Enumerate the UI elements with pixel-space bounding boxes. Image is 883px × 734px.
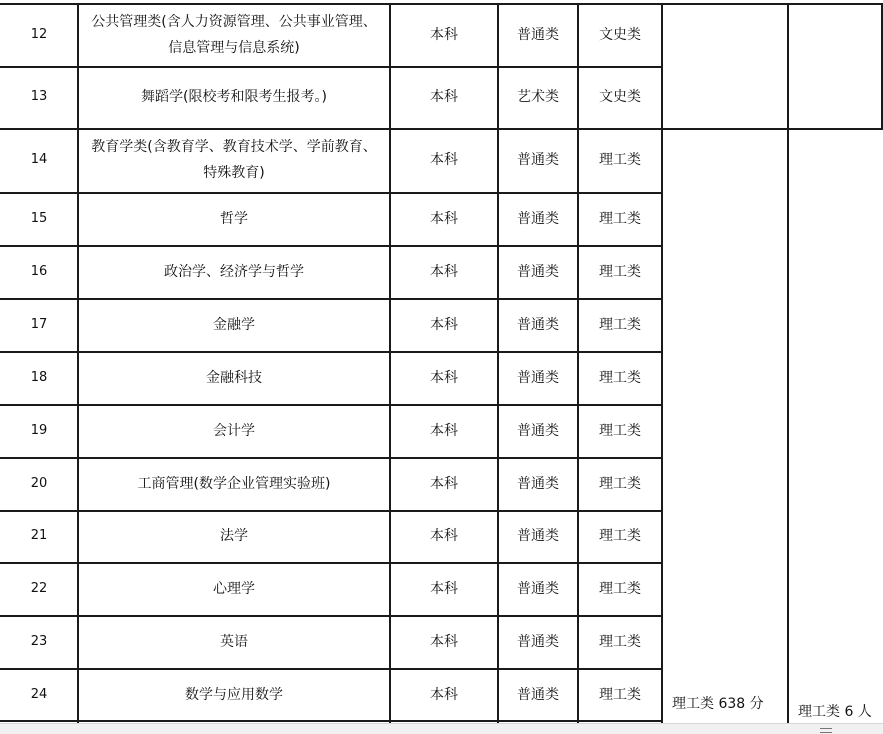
row-24-no: 24 bbox=[30, 686, 48, 702]
horizontal-scrollbar[interactable] bbox=[0, 723, 883, 734]
row-24-category: 理工类 bbox=[599, 686, 641, 703]
row-22-category: 理工类 bbox=[599, 580, 641, 597]
row-17-level: 本科 bbox=[430, 316, 458, 333]
row-15-type: 普通类 bbox=[517, 210, 559, 227]
row-20-no: 20 bbox=[30, 475, 48, 491]
row-13-no: 13 bbox=[30, 89, 48, 104]
row-12-no: 12 bbox=[30, 27, 48, 42]
row-12-category: 文史类 bbox=[599, 27, 641, 43]
row-16-category: 理工类 bbox=[599, 263, 641, 280]
row-17-no: 17 bbox=[30, 316, 48, 332]
row-14-name: 教育学类(含教育学、教育技术学、学前教育、特殊教育) bbox=[91, 139, 377, 181]
row-19-category: 理工类 bbox=[599, 422, 641, 439]
grid-hline bbox=[0, 298, 662, 300]
row-18-level: 本科 bbox=[430, 369, 458, 386]
row-12-type: 普通类 bbox=[517, 27, 559, 43]
row-24-type: 普通类 bbox=[517, 686, 559, 703]
row-15-no: 15 bbox=[30, 210, 48, 226]
row-23-level: 本科 bbox=[430, 633, 458, 650]
row-15-category: 理工类 bbox=[599, 210, 641, 227]
row-13-category: 文史类 bbox=[599, 89, 641, 105]
row-15-name: 哲学 bbox=[220, 210, 248, 227]
row-21-category: 理工类 bbox=[599, 528, 641, 544]
row-22-level: 本科 bbox=[430, 580, 458, 597]
row-23-name: 英语 bbox=[220, 633, 248, 650]
row-18-no: 18 bbox=[30, 369, 48, 385]
grid-hline bbox=[0, 720, 662, 722]
row-23-no: 23 bbox=[30, 633, 48, 649]
row-12-name: 公共管理类(含人力资源管理、公共事业管理、信息管理与信息系统) bbox=[91, 14, 377, 56]
row-18-name: 金融科技 bbox=[206, 369, 262, 386]
grid-hline bbox=[0, 3, 883, 5]
row-19-level: 本科 bbox=[430, 422, 458, 439]
row-24-name: 数学与应用数学 bbox=[185, 686, 283, 703]
row-17-name: 金融学 bbox=[213, 316, 255, 333]
row-13-name: 舞蹈学(限校考和限考生报考。) bbox=[141, 89, 327, 105]
row-22-type: 普通类 bbox=[517, 580, 559, 597]
row-24-level: 本科 bbox=[430, 686, 458, 703]
row-21-level: 本科 bbox=[430, 528, 458, 544]
row-14-category: 理工类 bbox=[599, 152, 641, 168]
row-19-name: 会计学 bbox=[213, 422, 255, 439]
row-15-level: 本科 bbox=[430, 210, 458, 227]
row-13-type: 艺术类 bbox=[517, 89, 559, 105]
grid-hline bbox=[0, 128, 883, 130]
row-23-category: 理工类 bbox=[599, 633, 641, 650]
row-22-no: 22 bbox=[30, 580, 48, 596]
row-12-level: 本科 bbox=[430, 27, 458, 43]
grid-hline bbox=[0, 192, 662, 194]
row-23-type: 普通类 bbox=[517, 633, 559, 650]
row-14-type: 普通类 bbox=[517, 152, 559, 168]
grid-hline bbox=[0, 668, 662, 670]
merged-count: 理工类 6 人 bbox=[798, 704, 872, 720]
row-20-level: 本科 bbox=[430, 475, 458, 492]
row-13-level: 本科 bbox=[430, 89, 458, 105]
row-16-no: 16 bbox=[30, 263, 48, 279]
row-20-name: 工商管理(数学企业管理实验班) bbox=[137, 475, 331, 492]
grid-hline bbox=[0, 66, 662, 68]
row-20-type: 普通类 bbox=[517, 475, 559, 492]
row-20-category: 理工类 bbox=[599, 475, 641, 492]
grid-hline bbox=[0, 351, 662, 353]
row-21-type: 普通类 bbox=[517, 528, 559, 544]
row-17-type: 普通类 bbox=[517, 316, 559, 333]
row-19-no: 19 bbox=[30, 422, 48, 438]
row-17-category: 理工类 bbox=[599, 316, 641, 333]
row-16-level: 本科 bbox=[430, 263, 458, 280]
row-18-type: 普通类 bbox=[517, 369, 559, 386]
row-21-name: 法学 bbox=[220, 528, 248, 544]
grid-hline bbox=[0, 562, 662, 564]
row-14-no: 14 bbox=[30, 152, 48, 167]
row-16-name: 政治学、经济学与哲学 bbox=[164, 263, 304, 280]
row-19-type: 普通类 bbox=[517, 422, 559, 439]
row-18-category: 理工类 bbox=[599, 369, 641, 386]
grid-vline bbox=[787, 4, 789, 723]
grid-hline bbox=[0, 457, 662, 459]
row-16-type: 普通类 bbox=[517, 263, 559, 280]
grid-hline bbox=[0, 615, 662, 617]
row-22-name: 心理学 bbox=[213, 580, 255, 597]
grid-hline bbox=[0, 404, 662, 406]
scroll-grip-icon[interactable] bbox=[820, 728, 832, 733]
merged-score: 理工类 638 分 bbox=[672, 696, 764, 712]
grid-hline bbox=[0, 245, 662, 247]
row-21-no: 21 bbox=[30, 528, 48, 543]
row-14-level: 本科 bbox=[430, 152, 458, 168]
grid-hline bbox=[0, 510, 662, 512]
